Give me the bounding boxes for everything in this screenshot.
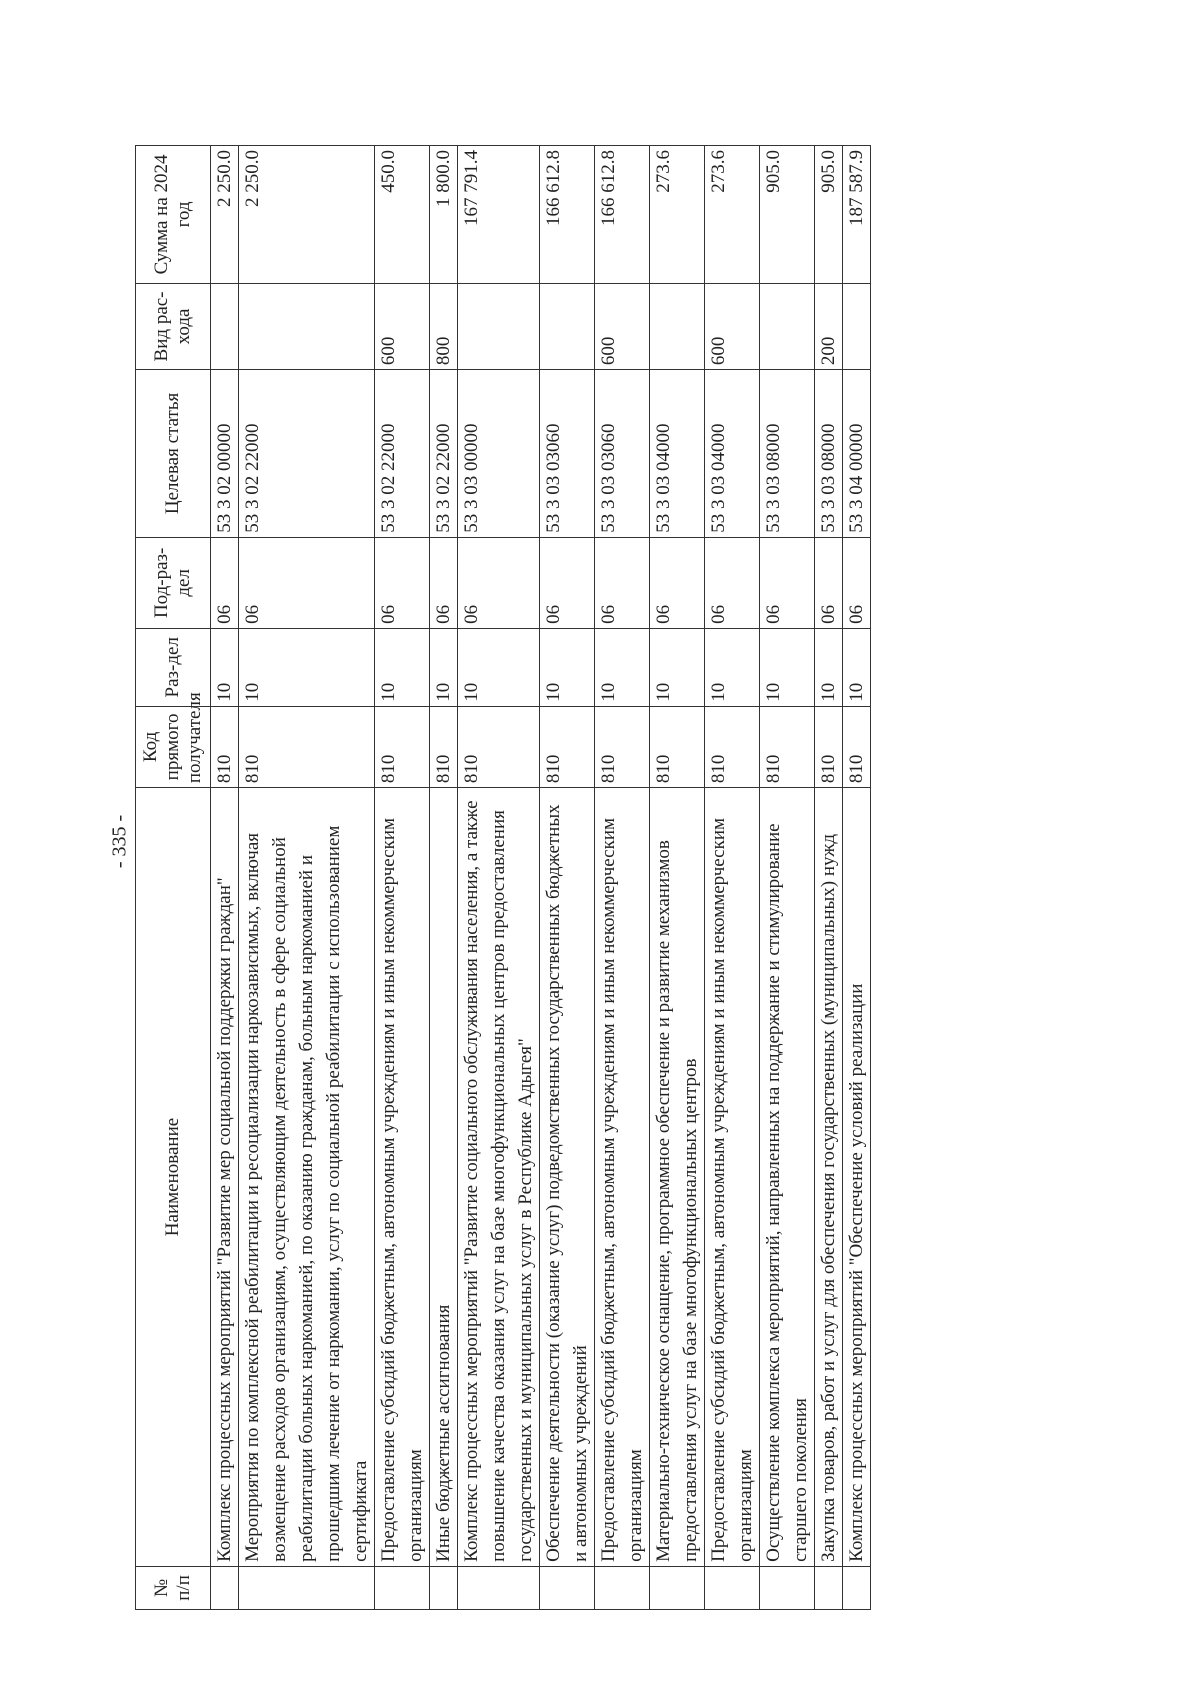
cell-target-article: 53 3 03 00000 (458, 370, 540, 538)
table-row (595, 146, 650, 1610)
budget-table-container (135, 145, 1035, 1610)
cell-sum: 2 250.0 (211, 146, 239, 284)
cell-name: Комплекс процессных мероприятий "Обеспечение условий реализации (843, 788, 871, 1567)
cell-recipient-code: 810 (239, 706, 375, 787)
budget-table (135, 145, 871, 1610)
cell-section: 10 (540, 628, 595, 706)
cell-recipient-code: 810 (650, 706, 705, 787)
cell-recipient-code: 810 (430, 706, 458, 787)
cell-name: Комплекс процессных мероприятий "Развитие мер социальной поддержки граждан" (211, 788, 239, 1567)
cell-expense-type (458, 283, 540, 369)
cell-num (595, 1566, 650, 1609)
cell-expense-type (843, 283, 871, 369)
cell-subsection: 06 (705, 537, 760, 628)
cell-sum: 2 250.0 (239, 146, 375, 284)
cell-name: Комплекс процессных мероприятий "Развитие социального обслуживания населения, а также повышение качества оказания услуг на базе многофункциональных центров предоставления государственных и муниципальных услуг в Республике Адыгея" (458, 788, 540, 1567)
cell-expense-type (760, 283, 815, 369)
cell-name: Мероприятия по комплексной реабилитации и ресоциализации наркозависимых, включая возмещение расходов организациям, осуществляющим деятельность в сфере социальной реабилитации больных наркоманией, по оказанию гражданам, больным наркоманией и прошедшим лечение от наркомании, услуг по социальной реабилитации с использованием сертификата (239, 788, 375, 1567)
cell-name: Осуществление комплекса мероприятий, направленных на поддержание и стимулирование старшего поколения (760, 788, 815, 1567)
page-number: - 335 - (108, 814, 131, 869)
cell-num (705, 1566, 760, 1609)
cell-section: 10 (595, 628, 650, 706)
cell-expense-type: 600 (375, 283, 430, 369)
cell-name: Материально-техническое оснащение, программное обеспечение и развитие механизмов предоставления услуг на базе многофункциональных центров (650, 788, 705, 1567)
cell-subsection: 06 (211, 537, 239, 628)
cell-recipient-code: 810 (211, 706, 239, 787)
cell-name: Обеспечение деятельности (оказание услуг) подведомственных государственных бюджетных и автономных учреждений (540, 788, 595, 1567)
table-row (430, 146, 458, 1610)
header-num: № п/п (136, 1566, 211, 1609)
cell-sum: 166 612.8 (540, 146, 595, 284)
table-row (815, 146, 843, 1610)
cell-num (430, 1566, 458, 1609)
header-recipient-code: Код прямого получателя (136, 706, 211, 787)
cell-sum: 273.6 (705, 146, 760, 284)
header-expense-type: Вид рас-хода (136, 283, 211, 369)
cell-section: 10 (458, 628, 540, 706)
cell-expense-type: 200 (815, 283, 843, 369)
cell-sum: 167 791.4 (458, 146, 540, 284)
header-name: Наименование (136, 788, 211, 1567)
cell-sum: 187 587.9 (843, 146, 871, 284)
table-row (760, 146, 815, 1610)
cell-sum: 1 800.0 (430, 146, 458, 284)
cell-name: Предоставление субсидий бюджетным, автономным учреждениям и иным некоммерческим организациям (595, 788, 650, 1567)
cell-recipient-code: 810 (705, 706, 760, 787)
cell-subsection: 06 (595, 537, 650, 628)
cell-target-article: 53 3 03 04000 (705, 370, 760, 538)
cell-target-article: 53 3 02 22000 (239, 370, 375, 538)
cell-recipient-code: 810 (843, 706, 871, 787)
cell-sum: 905.0 (815, 146, 843, 284)
cell-expense-type (239, 283, 375, 369)
cell-target-article: 53 3 03 08000 (760, 370, 815, 538)
cell-num (375, 1566, 430, 1609)
cell-subsection: 06 (239, 537, 375, 628)
cell-subsection: 06 (375, 537, 430, 628)
cell-subsection: 06 (760, 537, 815, 628)
table-row (705, 146, 760, 1610)
cell-recipient-code: 810 (375, 706, 430, 787)
table-row (211, 146, 239, 1610)
cell-subsection: 06 (540, 537, 595, 628)
cell-target-article: 53 3 02 00000 (211, 370, 239, 538)
cell-recipient-code: 810 (595, 706, 650, 787)
table-body (211, 146, 871, 1610)
cell-expense-type (650, 283, 705, 369)
cell-subsection: 06 (458, 537, 540, 628)
cell-section: 10 (705, 628, 760, 706)
cell-expense-type: 800 (430, 283, 458, 369)
cell-sum: 905.0 (760, 146, 815, 284)
cell-expense-type (540, 283, 595, 369)
table-row (375, 146, 430, 1610)
cell-subsection: 06 (650, 537, 705, 628)
cell-num (211, 1566, 239, 1609)
cell-sum: 273.6 (650, 146, 705, 284)
cell-target-article: 53 3 03 03060 (540, 370, 595, 538)
cell-num (815, 1566, 843, 1609)
cell-sum: 166 612.8 (595, 146, 650, 284)
cell-section: 10 (843, 628, 871, 706)
cell-target-article: 53 3 03 04000 (650, 370, 705, 538)
cell-subsection: 06 (430, 537, 458, 628)
cell-name: Предоставление субсидий бюджетным, автономным учреждениям и иным некоммерческим организациям (705, 788, 760, 1567)
cell-target-article: 53 3 03 03060 (595, 370, 650, 538)
cell-name: Предоставление субсидий бюджетным, автономным учреждениям и иным некоммерческим организациям (375, 788, 430, 1567)
cell-name: Закупка товаров, работ и услуг для обеспечения государственных (муниципальных) нужд (815, 788, 843, 1567)
cell-section: 10 (430, 628, 458, 706)
cell-section: 10 (239, 628, 375, 706)
header-section: Раз-дел (136, 628, 211, 706)
cell-section: 10 (650, 628, 705, 706)
cell-section: 10 (815, 628, 843, 706)
header-target-article: Целевая статья (136, 370, 211, 538)
cell-num (650, 1566, 705, 1609)
cell-target-article: 53 3 02 22000 (375, 370, 430, 538)
cell-section: 10 (760, 628, 815, 706)
cell-target-article: 53 3 03 08000 (815, 370, 843, 538)
table-row (843, 146, 871, 1610)
cell-recipient-code: 810 (458, 706, 540, 787)
table-row (458, 146, 540, 1610)
table-row (239, 146, 375, 1610)
header-subsection: Под-раз-дел (136, 537, 211, 628)
cell-recipient-code: 810 (760, 706, 815, 787)
table-header (136, 146, 211, 1610)
cell-subsection: 06 (815, 537, 843, 628)
cell-name: Иные бюджетные ассигнования (430, 788, 458, 1567)
cell-expense-type: 600 (595, 283, 650, 369)
cell-expense-type: 600 (705, 283, 760, 369)
header-sum-2024: Сумма на 2024 год (136, 146, 211, 284)
table-row (650, 146, 705, 1610)
cell-num (760, 1566, 815, 1609)
cell-num (540, 1566, 595, 1609)
cell-recipient-code: 810 (815, 706, 843, 787)
cell-num (843, 1566, 871, 1609)
cell-recipient-code: 810 (540, 706, 595, 787)
cell-num (458, 1566, 540, 1609)
table-row (540, 146, 595, 1610)
cell-target-article: 53 3 02 22000 (430, 370, 458, 538)
cell-sum: 450.0 (375, 146, 430, 284)
cell-expense-type (211, 283, 239, 369)
cell-section: 10 (211, 628, 239, 706)
cell-target-article: 53 3 04 00000 (843, 370, 871, 538)
cell-section: 10 (375, 628, 430, 706)
cell-subsection: 06 (843, 537, 871, 628)
cell-num (239, 1566, 375, 1609)
